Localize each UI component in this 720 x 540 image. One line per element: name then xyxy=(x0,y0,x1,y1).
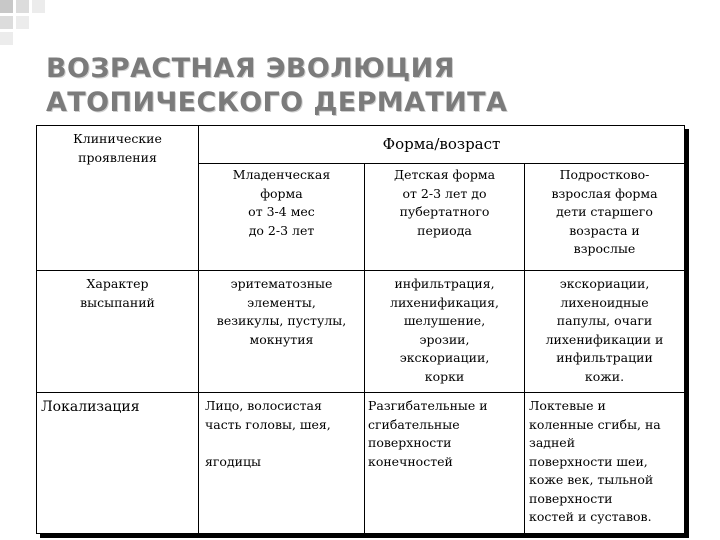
column-header-infant: Младенческая форма от 3-4 мес до 2-3 лет xyxy=(232,167,331,238)
row-label-localization: Локализация xyxy=(41,399,140,415)
column-header-adolescent-adult: Подростково- взрослая форма дети старшего возраста и взрослые xyxy=(551,167,658,256)
rash-adolescent-adult: экскориации, лихеноидные папулы, очаги лихенификации и инфильтрации кожи. xyxy=(545,276,664,384)
localization-adolescent-adult: Локтевые и коленные сгибы, на задней поверхности шеи, коже век, тыльной поверхности костей и суставов. xyxy=(529,398,661,524)
age-evolution-table xyxy=(36,125,685,534)
localization-infant: Лицо, волосистая часть головы, шея, ягодицы xyxy=(205,398,331,469)
title-line-2: АТОПИЧЕСКОГО ДЕРМАТИТА xyxy=(46,87,508,118)
column-header-child: Детская форма от 2-3 лет до пубертатного периода xyxy=(393,167,496,238)
rash-child: инфильтрация, лихенификация, шелушение, эрозии, экскориации, корки xyxy=(390,276,499,384)
slide-title xyxy=(46,52,686,120)
header-form-age: Форма/возраст xyxy=(382,135,501,153)
row-divider xyxy=(37,392,684,393)
rash-infant: эритематозные элементы, везикулы, пустулы, мокнутия xyxy=(216,276,347,347)
row-divider xyxy=(37,270,684,271)
row-label-rash-character: Характер высыпаний xyxy=(80,276,155,310)
title-line-1: ВОЗРАСТНАЯ ЭВОЛЮЦИЯ xyxy=(46,53,455,84)
header-clinical-manifestations: Клинические проявления xyxy=(73,131,162,165)
row-divider xyxy=(198,163,684,164)
localization-child: Разгибательные и сгибательные поверхности конечностей xyxy=(368,398,488,469)
